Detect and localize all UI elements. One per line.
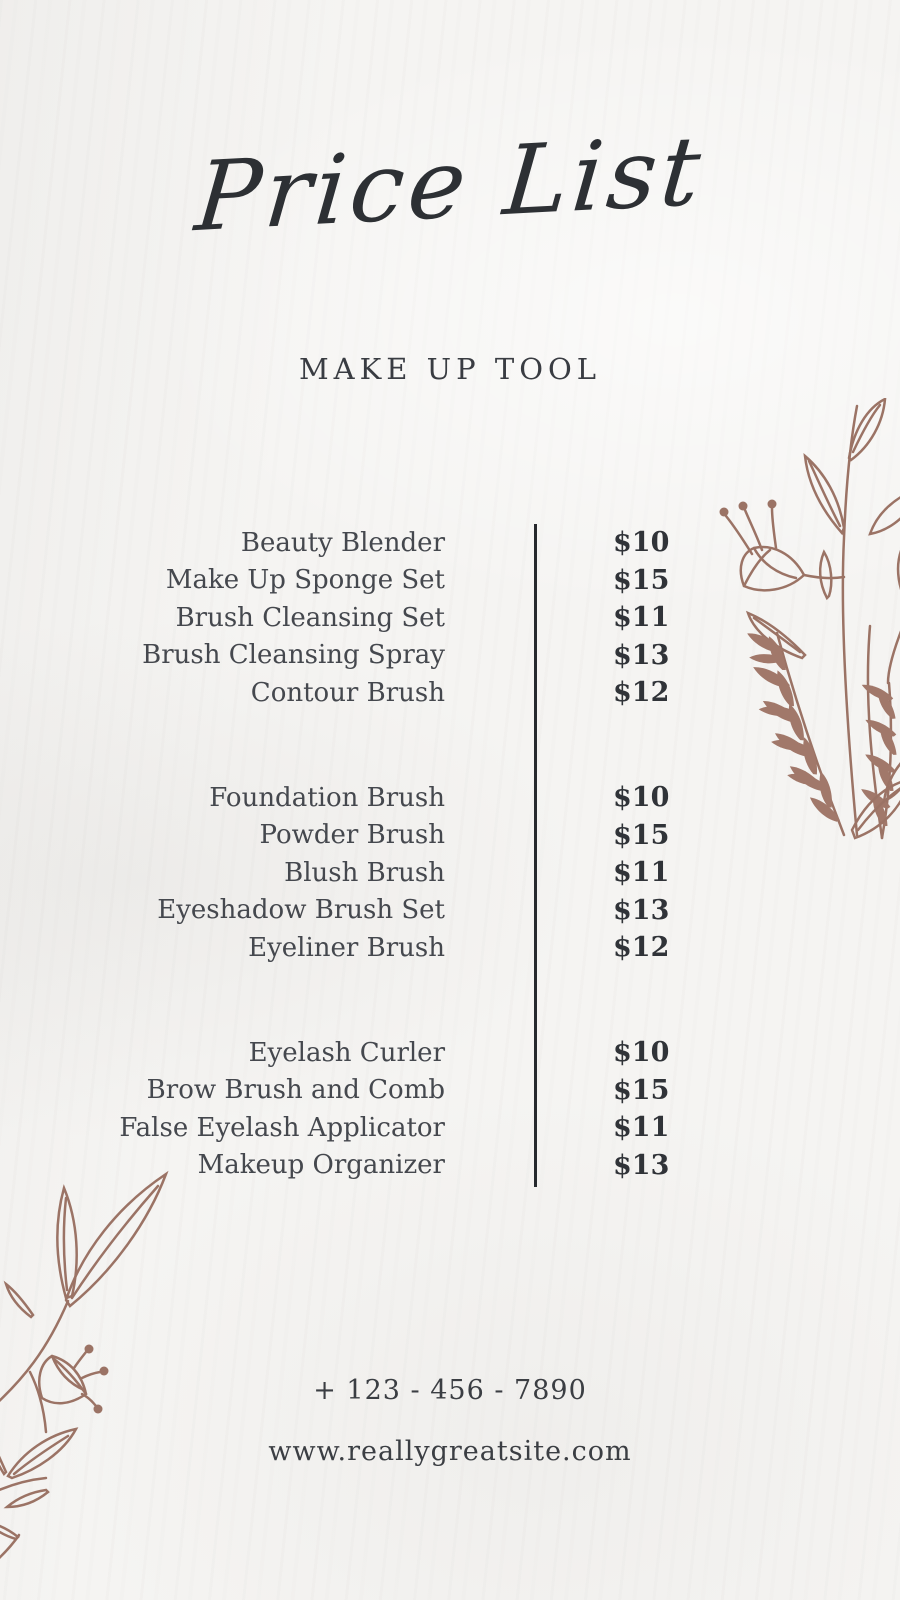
price-row xyxy=(0,674,900,712)
price-row xyxy=(0,854,900,892)
item-price: $15 xyxy=(613,1074,670,1106)
price-group-1 xyxy=(0,524,900,712)
item-name: Powder Brush xyxy=(259,820,445,851)
item-price: $13 xyxy=(613,639,670,671)
divider-line xyxy=(534,524,537,1187)
item-name: Eyeshadow Brush Set xyxy=(157,895,445,926)
price-row xyxy=(0,929,900,967)
item-price: $10 xyxy=(613,782,670,814)
price-row xyxy=(0,637,900,675)
phone-number: + 123 - 456 - 7890 xyxy=(313,1375,587,1406)
price-row xyxy=(0,524,900,562)
price-row xyxy=(0,1147,900,1185)
price-group-2 xyxy=(0,779,900,967)
item-name: Makeup Organizer xyxy=(197,1150,445,1181)
subtitle: MAKE UP TOOL xyxy=(298,352,601,386)
item-price: $13 xyxy=(613,1149,670,1181)
price-list xyxy=(0,524,900,1184)
item-name: Contour Brush xyxy=(250,677,445,708)
price-group-3 xyxy=(0,1034,900,1184)
item-price: $12 xyxy=(613,677,670,709)
page-title: Price List xyxy=(191,114,709,254)
item-name: Brow Brush and Comb xyxy=(146,1075,445,1106)
item-name: Make Up Sponge Set xyxy=(165,565,445,596)
item-name: Beauty Blender xyxy=(240,527,445,558)
item-price: $15 xyxy=(613,564,670,596)
item-price: $12 xyxy=(613,932,670,964)
item-name: Foundation Brush xyxy=(209,782,445,813)
item-name: Brush Cleansing Set xyxy=(175,602,445,633)
item-price: $11 xyxy=(613,857,670,889)
item-price: $11 xyxy=(613,1112,670,1144)
item-price: $13 xyxy=(613,894,670,926)
item-name: Blush Brush xyxy=(284,857,445,888)
price-row xyxy=(0,1109,900,1147)
item-name: Eyelash Curler xyxy=(248,1037,445,1068)
price-row xyxy=(0,1034,900,1072)
price-row xyxy=(0,562,900,600)
price-row xyxy=(0,1072,900,1110)
website-url: www.reallygreatsite.com xyxy=(268,1436,632,1467)
item-price: $11 xyxy=(613,602,670,634)
item-name: Eyeliner Brush xyxy=(248,932,445,963)
price-row xyxy=(0,817,900,855)
item-price: $10 xyxy=(613,527,670,559)
item-price: $10 xyxy=(613,1037,670,1069)
price-row xyxy=(0,599,900,637)
price-row xyxy=(0,779,900,817)
item-price: $15 xyxy=(613,819,670,851)
item-name: Brush Cleansing Spray xyxy=(142,640,445,671)
price-row xyxy=(0,892,900,930)
item-name: False Eyelash Applicator xyxy=(119,1112,445,1143)
